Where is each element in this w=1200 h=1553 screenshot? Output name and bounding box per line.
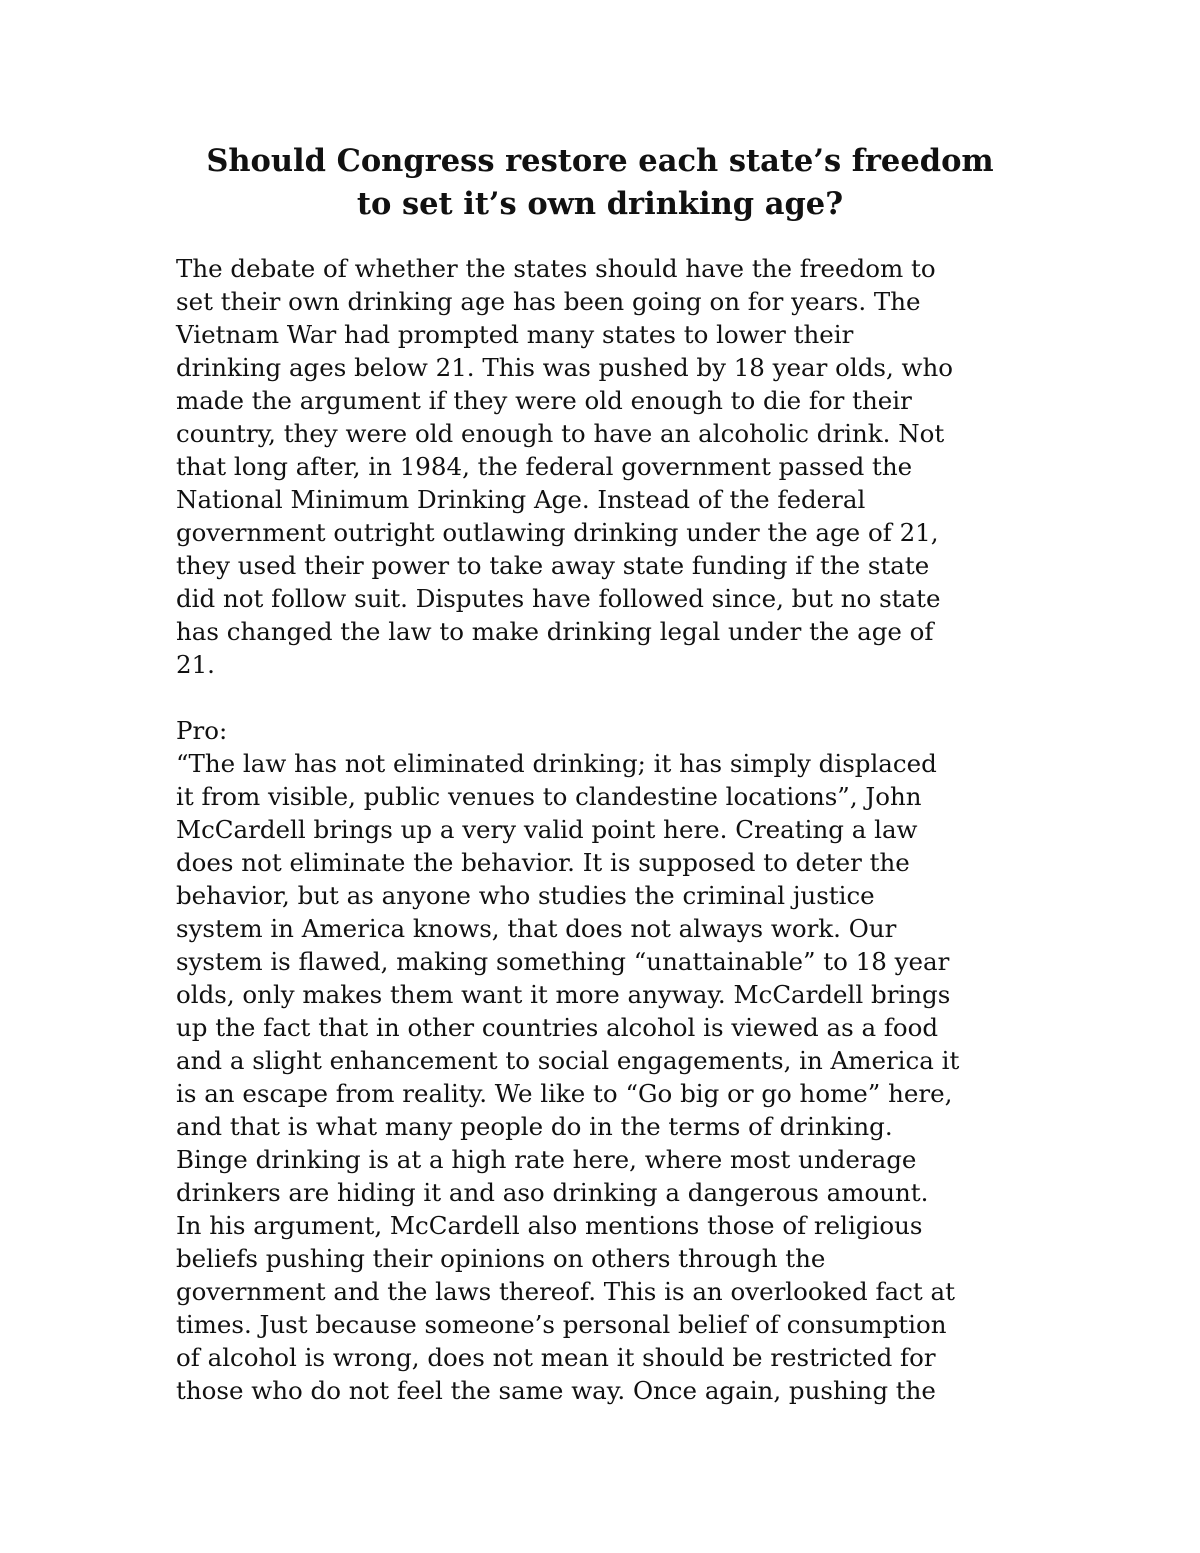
text-line: In his argument, McCardell also mentions those of religious <box>176 1211 923 1240</box>
text-line: that long after, in 1984, the federal government passed the <box>176 452 913 481</box>
text-line: The debate of whether the states should have the freedom to <box>176 254 936 283</box>
text-line: drinkers are hiding it and aso drinking a dangerous amount. <box>176 1178 929 1207</box>
text-line: they used their power to take away state funding if the state <box>176 551 930 580</box>
intro-paragraph <box>176 252 1056 681</box>
title-line: Should Congress restore each state’s freedom <box>206 143 994 179</box>
text-line: it from visible, public venues to clandestine locations”, John <box>176 782 922 811</box>
text-line: does not eliminate the behavior. It is supposed to deter the <box>176 848 910 877</box>
text-line: 21. <box>176 650 215 679</box>
text-line: times. Just because someone’s personal belief of consumption <box>176 1310 947 1339</box>
text-line: system in America knows, that does not always work. Our <box>176 914 897 943</box>
text-line: system is flawed, making something “unattainable” to 18 year <box>176 947 950 976</box>
document-title <box>150 140 1050 226</box>
text-line: of alcohol is wrong, does not mean it should be restricted for <box>176 1343 936 1372</box>
text-line: beliefs pushing their opinions on others through the <box>176 1244 826 1273</box>
text-line: olds, only makes them want it more anyway. McCardell brings <box>176 980 951 1009</box>
text-line: “The law has not eliminated drinking; it has simply displaced <box>176 749 937 778</box>
text-line: Binge drinking is at a high rate here, where most underage <box>176 1145 917 1174</box>
text-line: those who do not feel the same way. Once again, pushing the <box>176 1376 936 1405</box>
title-line: to set it’s own drinking age? <box>356 186 844 222</box>
text-line: and a slight enhancement to social engagements, in America it <box>176 1046 960 1075</box>
text-line: government and the laws thereof. This is an overlooked fact at <box>176 1277 955 1306</box>
text-line: up the fact that in other countries alcohol is viewed as a food <box>176 1013 939 1042</box>
text-line: is an escape from reality. We like to “Go big or go home” here, <box>176 1079 953 1108</box>
text-line: has changed the law to make drinking legal under the age of <box>176 617 934 646</box>
pro-section <box>176 714 1056 1407</box>
text-line: Vietnam War had prompted many states to lower their <box>176 320 854 349</box>
text-line: government outright outlawing drinking under the age of 21, <box>176 518 939 547</box>
text-line: drinking ages below 21. This was pushed by 18 year olds, who <box>176 353 954 382</box>
text-line: country, they were old enough to have an alcoholic drink. Not <box>176 419 945 448</box>
text-line: behavior, but as anyone who studies the criminal justice <box>176 881 875 910</box>
text-line: and that is what many people do in the terms of drinking. <box>176 1112 893 1141</box>
text-line: did not follow suit. Disputes have followed since, but no state <box>176 584 941 613</box>
text-line: McCardell brings up a very valid point here. Creating a law <box>176 815 918 844</box>
text-line: made the argument if they were old enough to die for their <box>176 386 912 415</box>
pro-label: Pro: <box>176 716 228 745</box>
text-line: set their own drinking age has been going on for years. The <box>176 287 921 316</box>
text-line: National Minimum Drinking Age. Instead of the federal <box>176 485 866 514</box>
